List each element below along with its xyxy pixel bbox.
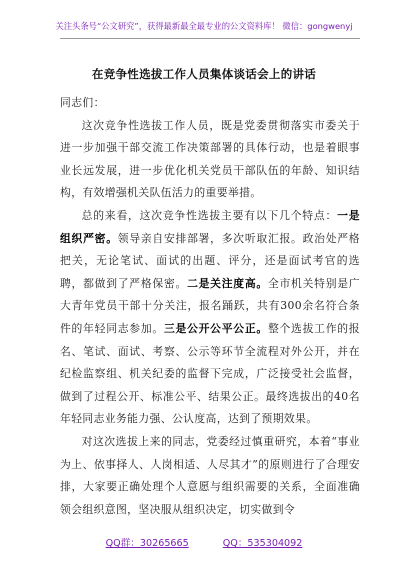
footer-qq-group[interactable]: QQ群：30265665	[105, 538, 189, 549]
point-1-heading: 一是组织严密。	[60, 208, 360, 245]
header-banner: 关注头条号“公文研究”，获得最新最全最专业的公文资料库！ 微信：gongwenyj	[55, 21, 353, 31]
paragraph-2-text-3: 全市机关特别是广大青年党员干部十分关注，报名踊跃，共有300余名符合条件的年轻同志参加。	[60, 276, 360, 335]
paragraph-2	[60, 205, 360, 431]
footer-contact	[0, 535, 408, 549]
paragraph-2-text-1: 总的来看，这次竞争性选拔主要有以下几个特点：	[81, 208, 338, 222]
paragraph-3: 对这次选拔上来的同志，党委经过慎重研究，本着“事业为上、依事择人、人岗相适、人尽其才”的原则进行了合理安排，大家要正确处理个人意愿与组织需要的关系，全面准确领会组织意图，坚决服从组织决定，切实做到令	[60, 434, 360, 516]
footer-qq-number[interactable]: QQ：535304092	[222, 538, 303, 549]
document-body	[60, 92, 360, 521]
paragraph-2-text-4: 整个选拔工作的报名、笔试、面试、考察、公示等环节全流程对外公开，并在纪检监察组、机关纪委的监督下完成，广泛接受社会监督，做到了过程公开、标准公平、结果公正。最终选拔出的40名年轻同志业务能力强、公认度高，达到了预期效果。	[60, 321, 360, 426]
point-3-heading: 三是公开公平公正。	[163, 321, 268, 335]
header-divider	[60, 38, 360, 39]
paragraph-2-text-2: 领导亲自安排部署，多次听取汇报。政治处严格把关，无论笔试、面试的出题、评分，还是面试考官的选聘，都做到了严格保密。	[60, 231, 360, 290]
paragraph-1: 这次竞争性选拔工作人员，既是党委贯彻落实市委关于进一步加强干部交流工作决策部署的具体行动，也是着眼事业长远发展，进一步优化机关党员干部队伍的年龄、知识结构，有效增强机关队伍活力的重要举措。	[60, 118, 360, 200]
salutation: 同志们：	[60, 96, 105, 109]
point-2-heading: 二是关注度高。	[187, 276, 268, 290]
document-title: 在竞争性选拔工作人员集体谈话会上的讲话	[91, 67, 317, 81]
